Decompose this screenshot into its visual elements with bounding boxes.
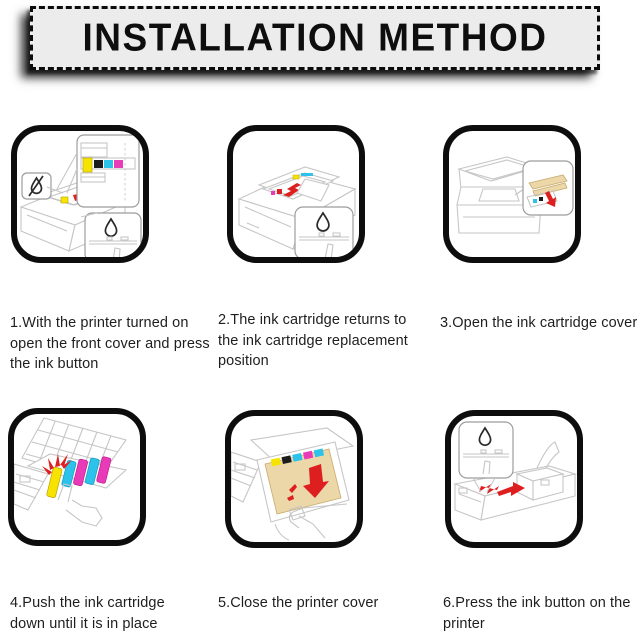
step-2-caption: 2.The ink cartridge returns to the ink cartridge replacement position bbox=[218, 312, 408, 370]
step-5-caption: 5.Close the printer cover bbox=[218, 595, 379, 611]
ink-button-callout bbox=[81, 213, 141, 257]
step-4-caption: 4.Push the ink cartridge down until it is in place bbox=[10, 595, 165, 631]
finger-outline bbox=[58, 484, 102, 526]
page-title: INSTALLATION METHOD bbox=[82, 16, 548, 59]
title-banner bbox=[30, 6, 600, 70]
printer-base bbox=[231, 452, 261, 502]
step-2-figure bbox=[227, 125, 365, 263]
step-5-figure bbox=[225, 410, 363, 548]
step-1-caption: 1.With the printer turned on open the front cover and press the ink button bbox=[10, 315, 210, 373]
step-5-illustration bbox=[231, 416, 357, 542]
step-4-figure bbox=[8, 408, 146, 546]
step-1-figure bbox=[11, 125, 149, 263]
step-3-figure bbox=[443, 125, 581, 263]
step-6-illustration bbox=[451, 416, 577, 542]
step-1-illustration bbox=[17, 131, 143, 257]
step-3-illustration bbox=[449, 131, 575, 257]
step-6-figure bbox=[445, 410, 583, 548]
step-3-caption: 3.Open the ink cartridge cover bbox=[440, 315, 638, 331]
step-4-illustration bbox=[14, 414, 140, 540]
cartridge-cover-callout bbox=[523, 161, 573, 215]
ink-button-callout bbox=[295, 207, 353, 257]
step-2-illustration bbox=[233, 131, 359, 257]
printer-base bbox=[14, 464, 48, 510]
step-6-caption: 6.Press the ink button on the printer bbox=[443, 595, 631, 631]
